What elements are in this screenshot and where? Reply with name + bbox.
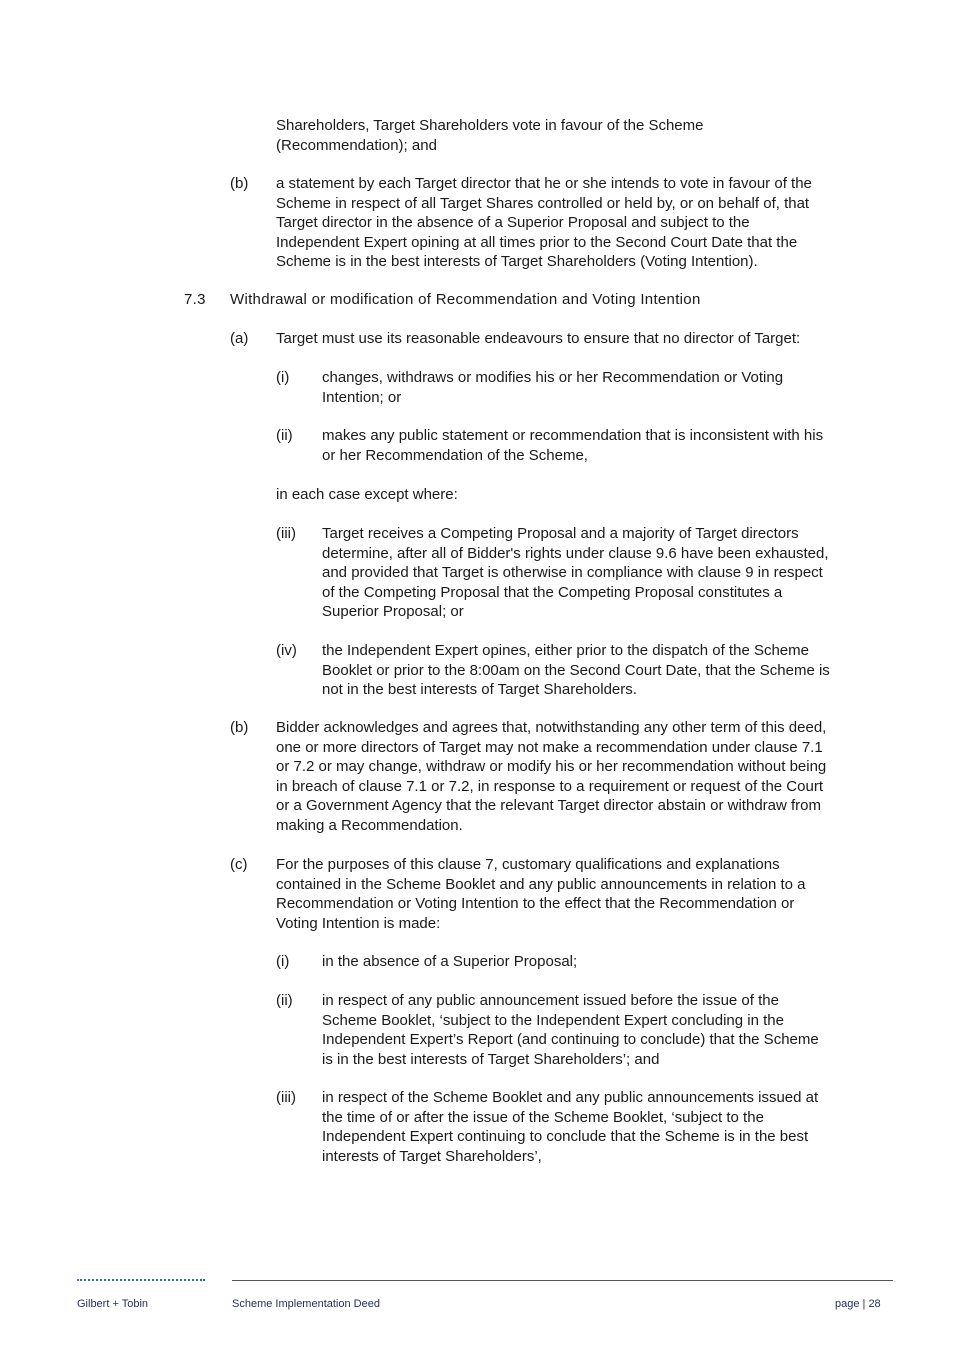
clause-number: (b): [230, 719, 249, 736]
text-line: Withdrawal or modification of Recommendation and Voting Intention: [230, 291, 701, 308]
text-line: making a Recommendation.: [276, 816, 463, 834]
text-line: makes any public statement or recommendation that is inconsistent with his: [322, 427, 824, 444]
clause-text: [276, 174, 812, 272]
text-line: contained in the Scheme Booklet and any public announcements in relation to a: [276, 875, 806, 893]
text-line: the time of or after the issue of the Scheme Booklet, ‘subject to the: [322, 1108, 764, 1126]
clause-text: [322, 524, 829, 622]
text-line: Scheme Booklet, ‘subject to the Independent Expert concluding in the: [322, 1011, 784, 1029]
text-line: not in the best interests of Target Shareholders.: [322, 681, 637, 698]
footer-page-number: page | 28: [835, 1298, 881, 1310]
footer-rule: [232, 1280, 893, 1281]
text-line: Independent Expert continuing to conclude that the Scheme is in the best: [322, 1128, 809, 1145]
text-line: the Independent Expert opines, either prior to the dispatch of the Scheme: [322, 642, 809, 659]
text-line: Target director in the absence of a Superior Proposal and subject to the: [276, 214, 750, 231]
text-line: Booklet or prior to the 8:00am on the Second Court Date, that the Scheme is: [322, 661, 830, 679]
text-line: in the absence of a Superior Proposal;: [322, 953, 578, 970]
clause-text: [322, 952, 577, 972]
text-line: Shareholders, Target Shareholders vote in favour of the Scheme: [276, 117, 704, 134]
clause-text: [322, 1088, 818, 1166]
text-line: Intention; or: [322, 388, 402, 406]
text-line: in respect of the Scheme Booklet and any public announcements issued at: [322, 1089, 819, 1106]
footer-document-title: Scheme Implementation Deed: [232, 1298, 380, 1310]
text-line: determine, after all of Bidder's rights under clause 9.6 have been exhausted,: [322, 544, 829, 562]
text-line: Bidder acknowledges and agrees that, notwithstanding any other term of this deed,: [276, 719, 827, 736]
text-line: in breach of clause 7.1 or 7.2, in response to a requirement or request of the Court: [276, 777, 823, 795]
text-line: Scheme is in the best interests of Target Shareholders (Voting Intention).: [276, 253, 758, 270]
clause-text: [276, 485, 458, 505]
text-line: Recommendation or Voting Intention to the effect that the Recommendation or: [276, 895, 795, 912]
clause-text: [322, 426, 823, 465]
clause-number: (iv): [276, 642, 297, 659]
text-line: one or more directors of Target may not make a recommendation under clause 7.1: [276, 738, 823, 756]
text-line: Target receives a Competing Proposal and a majority of Target directors: [322, 525, 799, 542]
text-line: Independent Expert opining at all times prior to the Second Court Date that the: [276, 233, 798, 251]
clause-text: [322, 991, 819, 1069]
clause-number: (iii): [276, 1089, 296, 1106]
clause-number: (ii): [276, 427, 293, 444]
clause-number: (i): [276, 953, 290, 970]
clause-text: [276, 855, 806, 933]
text-line: Voting Intention is made:: [276, 914, 441, 932]
text-line: Superior Proposal; or: [322, 603, 464, 620]
text-line: changes, withdraws or modifies his or her Recommendation or Voting: [322, 369, 784, 386]
clause-text: [322, 368, 783, 407]
text-line: or her Recommendation of the Scheme,: [322, 446, 588, 464]
clause-text: [322, 641, 830, 700]
clause-number: (i): [276, 369, 290, 386]
footer-firm: Gilbert + Tobin: [77, 1298, 149, 1310]
clause-number: (iii): [276, 525, 296, 542]
clause-number: (b): [230, 175, 249, 192]
text-line: in respect of any public announcement issued before the issue of the: [322, 992, 779, 1009]
text-line: Scheme in respect of all Target Shares controlled or held by, or on behalf of, that: [276, 194, 810, 212]
clause-text: [276, 329, 800, 349]
footer-dotted-rule: [77, 1279, 205, 1281]
clause-text: [276, 718, 826, 835]
text-line: (Recommendation); and: [276, 136, 437, 154]
text-line: For the purposes of this clause 7, customary qualifications and explanations: [276, 856, 780, 873]
clause-number: (ii): [276, 992, 293, 1009]
text-line: a statement by each Target director that he or she intends to vote in favour of the: [276, 175, 812, 192]
text-line: or a Government Agency that the relevant Target director abstain or withdraw from: [276, 797, 821, 814]
clause-text: [230, 290, 701, 310]
text-line: in each case except where:: [276, 486, 458, 503]
text-line: and provided that Target is otherwise in compliance with clause 9 in respect: [322, 564, 823, 581]
text-line: Independent Expert’s Report (and continuing to conclude) that the Scheme: [322, 1031, 819, 1048]
text-line: or 7.2 or may change, withdraw or modify his or her recommendation without being: [276, 758, 827, 775]
clause-number: 7.3: [184, 291, 206, 308]
clause-number: (a): [230, 330, 249, 347]
text-line: of the Competing Proposal that the Competing Proposal constitutes a: [322, 583, 783, 601]
text-line: Target must use its reasonable endeavours to ensure that no director of Target:: [276, 330, 801, 347]
clause-number: (c): [230, 856, 248, 873]
text-line: interests of Target Shareholders’,: [322, 1147, 542, 1165]
text-line: is in the best interests of Target Shareholders’; and: [322, 1050, 660, 1068]
clause-text: [276, 116, 703, 155]
